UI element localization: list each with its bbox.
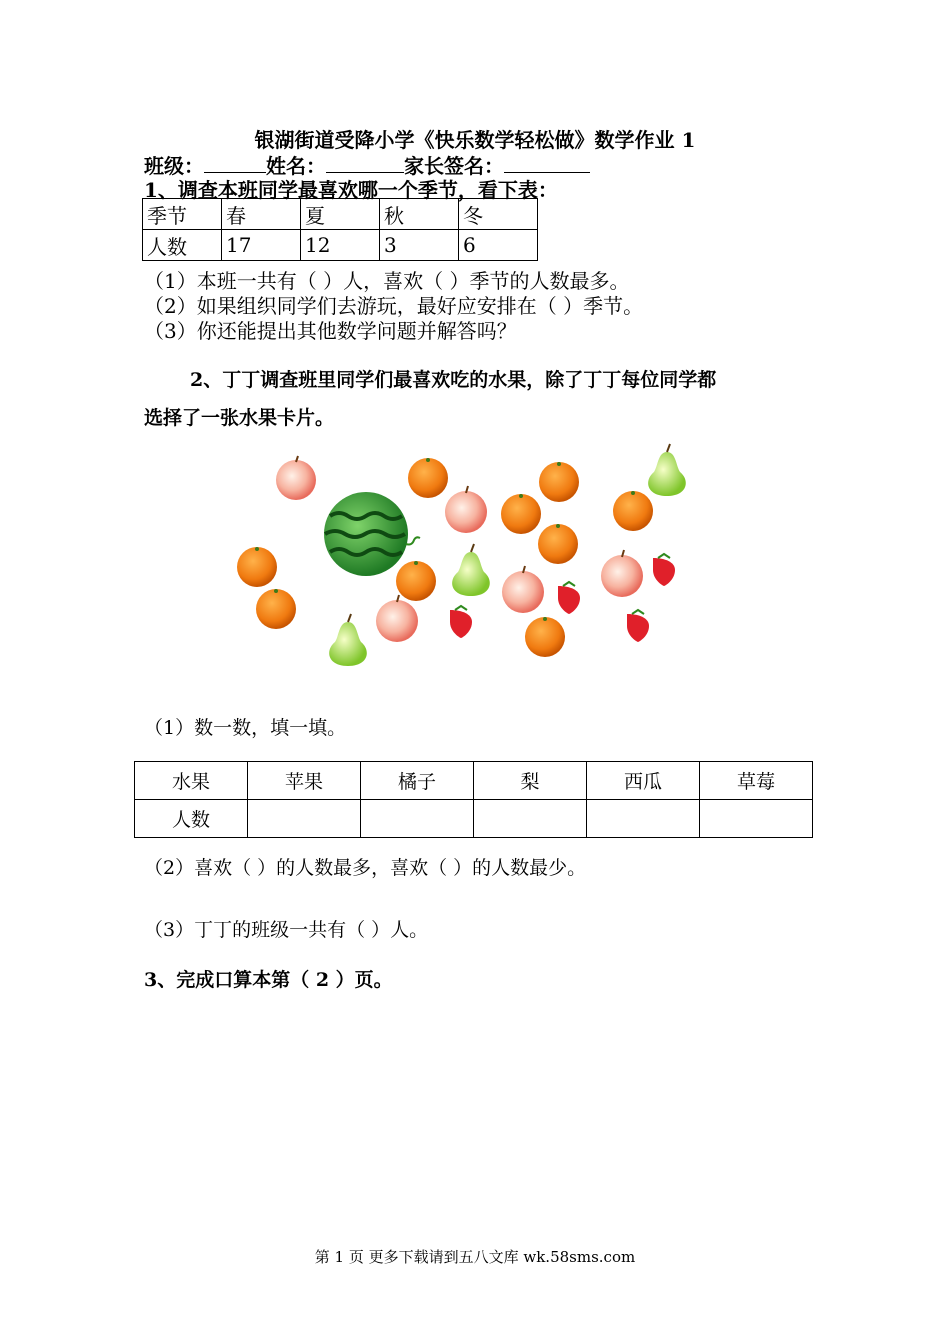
table-cell: 西瓜 — [587, 762, 700, 800]
q1-sub1: （1）本班一共有（ ）人，喜欢（ ）季节的人数最多。 — [144, 269, 630, 293]
orange-icon — [501, 494, 541, 534]
watermelon-icon — [324, 492, 420, 576]
table-row — [135, 800, 813, 838]
table-cell: 人数 — [135, 800, 248, 838]
table-row — [143, 199, 538, 230]
orange-icon — [256, 589, 296, 629]
table-cell-blank[interactable] — [248, 800, 361, 838]
fruit-cards-illustration — [230, 440, 700, 675]
table-cell: 苹果 — [248, 762, 361, 800]
apple-icon — [445, 486, 487, 533]
table-cell: 橘子 — [361, 762, 474, 800]
page-footer: 第 1 页 更多下载请到五八文库 wk.58sms.com — [314, 1248, 636, 1266]
name-blank[interactable] — [326, 154, 404, 173]
apple-icon — [502, 566, 544, 613]
fruit-count-table — [134, 761, 813, 838]
class-blank[interactable] — [204, 154, 266, 173]
q1-sub3: （3）你还能提出其他数学问题并解答吗？ — [144, 319, 517, 343]
strawberry-icon — [450, 606, 472, 638]
orange-icon — [613, 491, 653, 531]
apple-icon — [276, 456, 316, 500]
table-cell: 季节 — [143, 199, 222, 230]
season-table — [142, 198, 538, 261]
orange-icon — [408, 458, 448, 498]
apple-icon — [601, 550, 643, 597]
table-cell: 草莓 — [700, 762, 813, 800]
table-cell: 6 — [459, 230, 538, 261]
table-cell: 夏 — [301, 199, 380, 230]
q2-line2: 选择了一张水果卡片。 — [144, 407, 335, 429]
orange-icon — [525, 617, 565, 657]
table-cell: 冬 — [459, 199, 538, 230]
table-cell: 人数 — [143, 230, 222, 261]
table-cell-blank[interactable] — [587, 800, 700, 838]
table-cell: 春 — [222, 199, 301, 230]
pear-icon — [452, 544, 490, 596]
table-cell: 水果 — [135, 762, 248, 800]
pear-icon — [329, 614, 367, 666]
table-cell: 梨 — [474, 762, 587, 800]
page-title: 银湖街道受降小学《快乐数学轻松做》数学作业 1 — [254, 128, 696, 152]
pear-icon — [648, 444, 686, 496]
table-cell: 3 — [380, 230, 459, 261]
table-cell-blank[interactable] — [474, 800, 587, 838]
table-cell: 12 — [301, 230, 380, 261]
table-row — [135, 762, 813, 800]
strawberry-icon — [653, 554, 675, 586]
orange-icon — [538, 524, 578, 564]
strawberry-icon — [627, 610, 649, 642]
q2-sub1: （1）数一数，填一填。 — [144, 717, 347, 739]
q2-line1: 2、丁丁调查班里同学们最喜欢吃的水果，除了丁丁每位同学都 — [190, 369, 717, 391]
q2-sub2: （2）喜欢（ ）的人数最多，喜欢（ ）的人数最少。 — [144, 857, 587, 879]
table-cell-blank[interactable] — [700, 800, 813, 838]
table-cell-blank[interactable] — [361, 800, 474, 838]
q1-heading: 1、调查本班同学最喜欢哪一个季节，看下表： — [144, 178, 558, 202]
table-row — [143, 230, 538, 261]
name-label: 姓名： — [266, 154, 326, 178]
orange-icon — [237, 547, 277, 587]
orange-icon — [396, 561, 436, 601]
apple-icon — [376, 595, 418, 642]
table-cell: 秋 — [380, 199, 459, 230]
orange-icon — [539, 462, 579, 502]
q3-text: 3、完成口算本第（ 2 ）页。 — [144, 969, 393, 991]
q1-sub2: （2）如果组织同学们去游玩，最好应安排在（ ）季节。 — [144, 294, 644, 318]
q2-sub3: （3）丁丁的班级一共有（ ）人。 — [144, 919, 429, 941]
parent-signature-blank[interactable] — [504, 154, 590, 173]
table-cell: 17 — [222, 230, 301, 261]
strawberry-icon — [558, 582, 580, 614]
parent-signature-label: 家长签名： — [404, 154, 504, 178]
class-label: 班级： — [144, 154, 204, 178]
